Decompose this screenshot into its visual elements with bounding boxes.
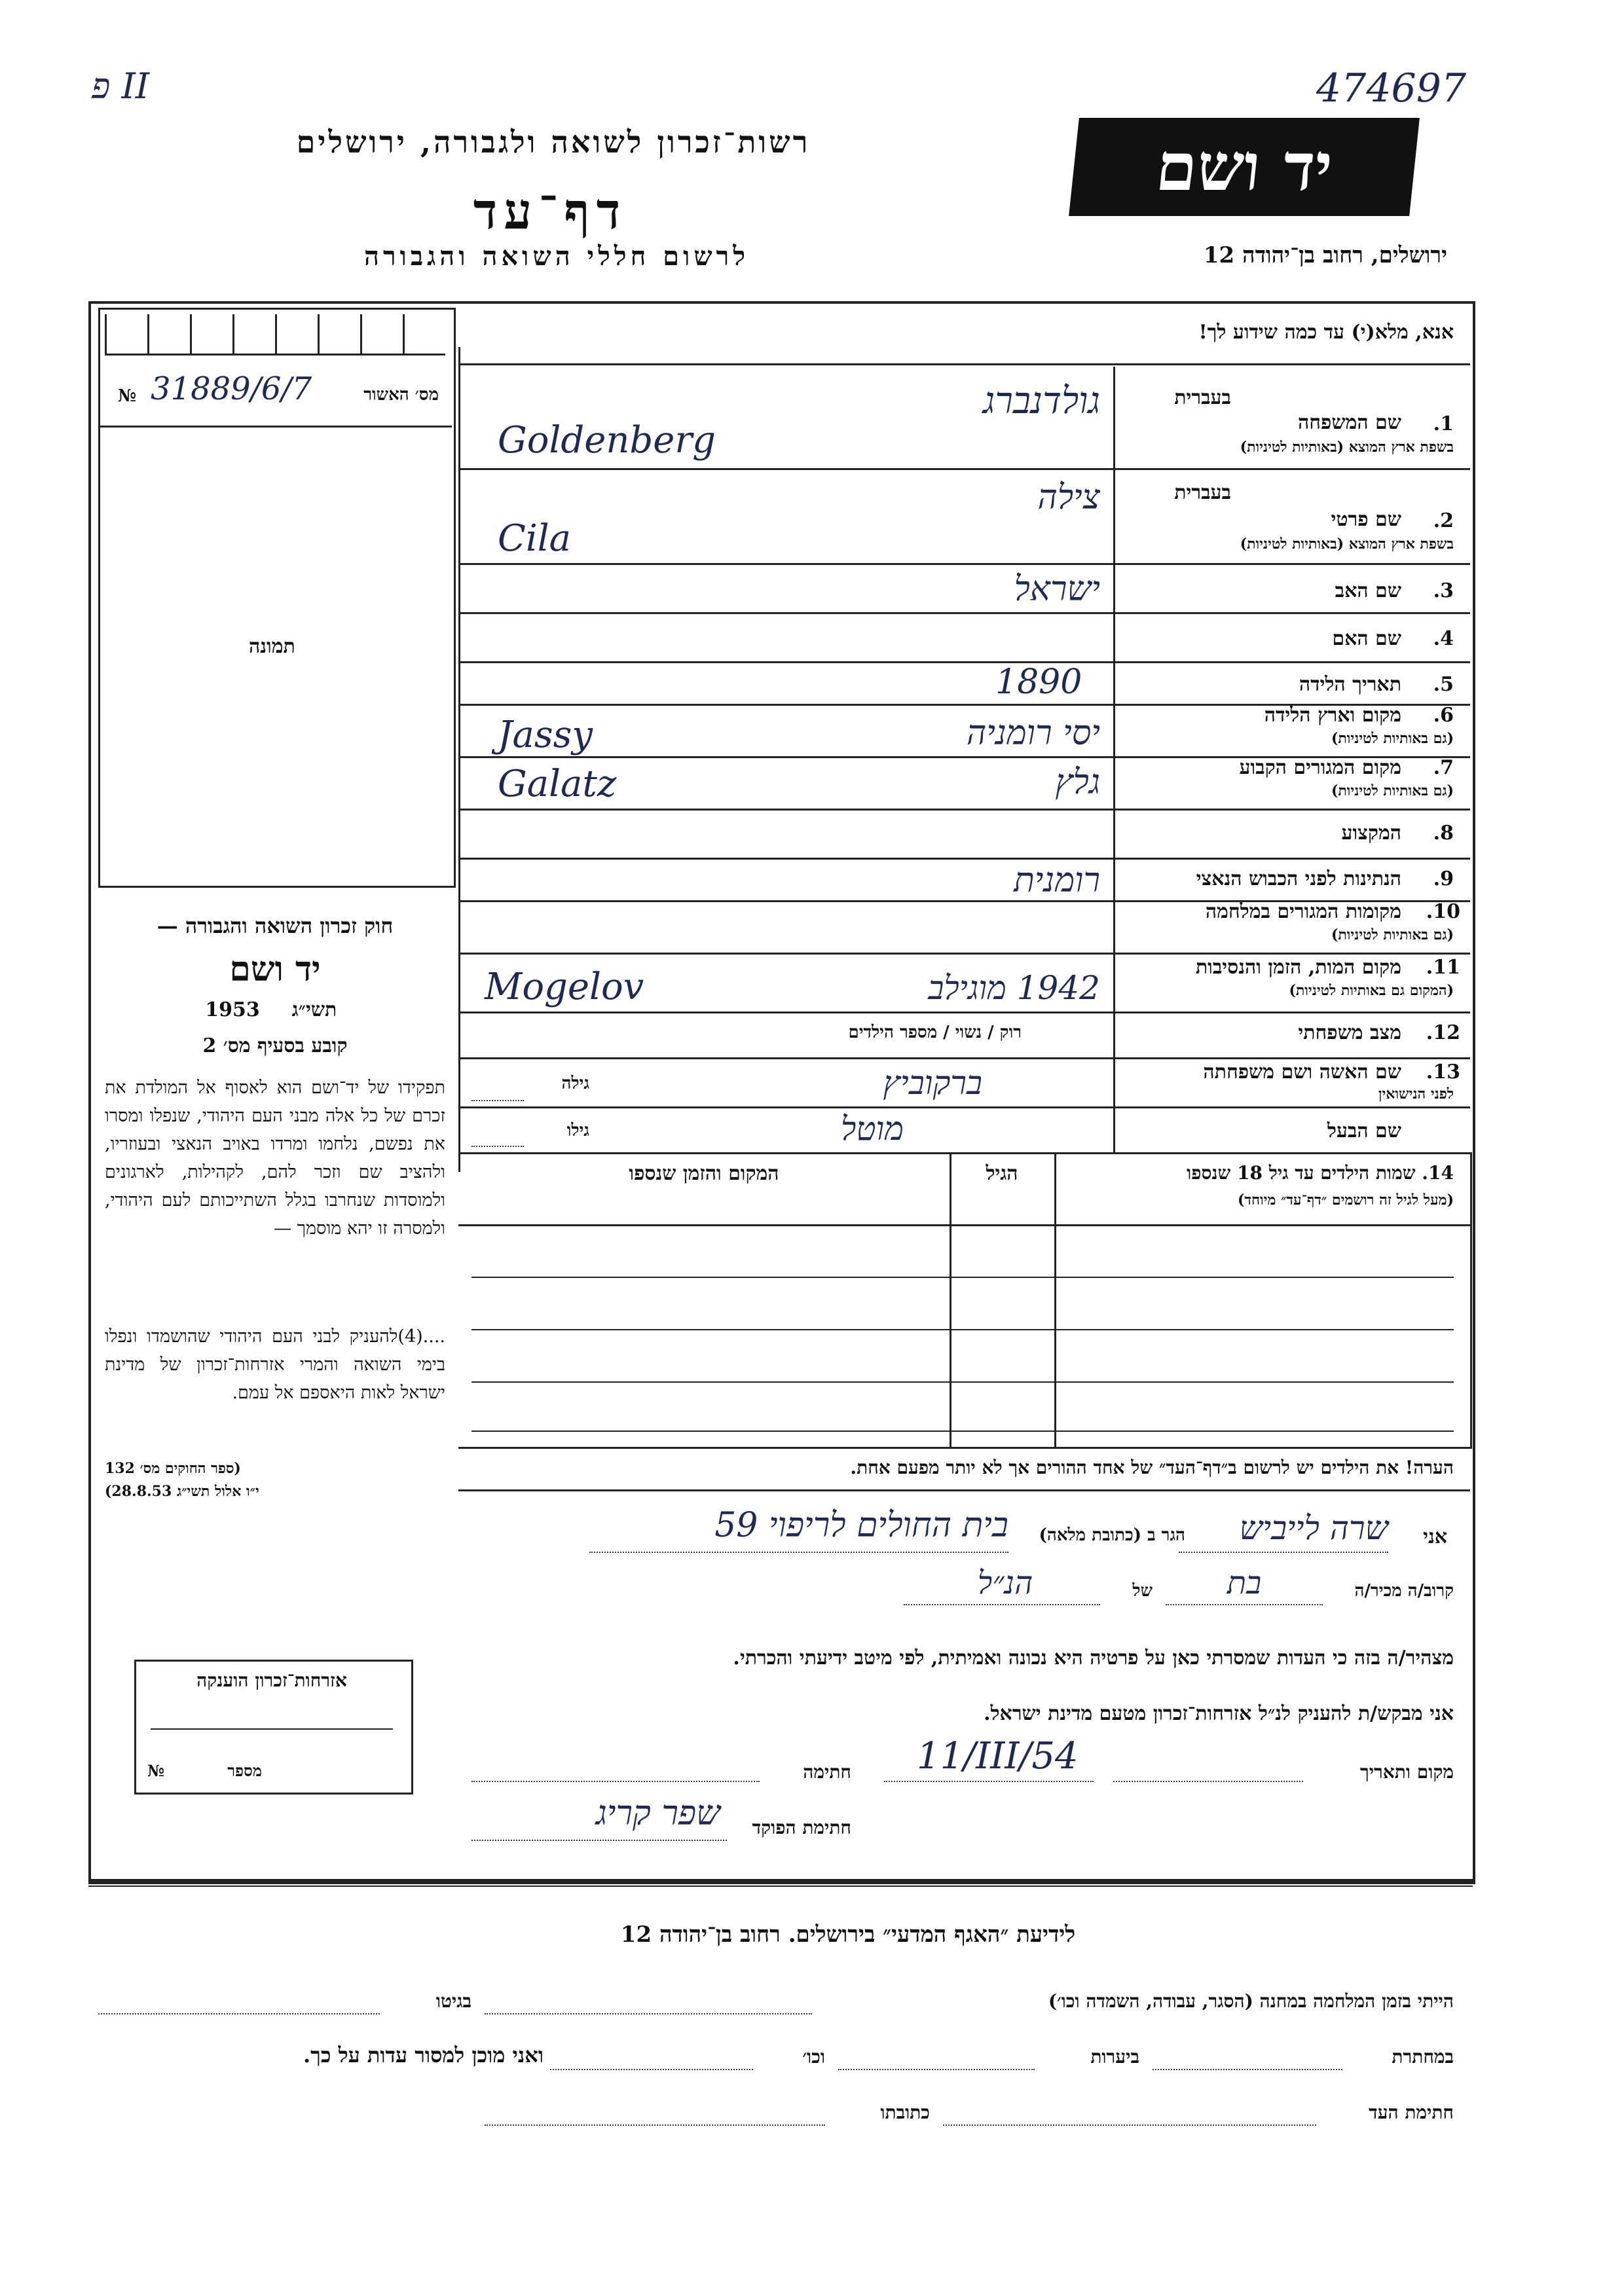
witness-address: בית החולים לריפוי 59	[714, 1506, 1008, 1545]
law-title: חוק זכרון השואה והגבורה —	[157, 913, 394, 938]
field12-value: רוק / נשוי / מספר הילדים	[848, 1023, 1022, 1042]
citizenship-number-label: מספר	[227, 1761, 262, 1780]
field9-label: הנתינות לפני הכבוש הנאצי	[1196, 867, 1401, 890]
footer-line3-a: חתימת העד	[1369, 2102, 1454, 2123]
footer-line3-b: כתובתו	[880, 2102, 930, 2123]
clerk-label: חתימת הפוקד	[752, 1817, 851, 1838]
field8-label: המקצוע	[1341, 822, 1401, 845]
footer-line2-c: וכו׳	[802, 2046, 825, 2068]
law-year-hebrew: תשי״ג	[291, 998, 337, 1021]
field10-number: 10.	[1426, 900, 1460, 923]
field11-hebrew: 1942 מוגילב	[928, 969, 1100, 1007]
form-subtitle: לרשום חללי השואה והגבורה	[363, 241, 750, 272]
field2-label: שם פרטי	[1331, 508, 1401, 531]
field7-sub: (גם באותיות לטיניות)	[1331, 782, 1454, 799]
footer-heading: לידיעת ״האגף המדעי״ בירושלים. רחוב בן־יהודה 12	[620, 1922, 1076, 1948]
registration-label: מס׳ האשור	[363, 385, 439, 405]
witness-declaration: מצהיר/ה בזה כי העדות שמסרתי כאן על פרטיה היא נכונה ואמיתית, לפי מיטב ידיעתי והכרתי.	[733, 1647, 1454, 1669]
witness-lives-label: הגר ב (כתובת מלאה)	[1039, 1525, 1185, 1545]
witness-i-label: אני	[1423, 1525, 1447, 1548]
signature-label: חתימה	[803, 1761, 851, 1783]
field10-label: מקומות המגורים במלחמה	[1205, 900, 1401, 923]
note: הערה! את הילדים יש לרשום ב״דף־העד״ של אחד ההורים אך לא יותר מפעם אחת.	[850, 1457, 1454, 1478]
archive-number: 474697	[1316, 65, 1467, 111]
field13-number: 13.	[1426, 1061, 1460, 1084]
field12-number: 12.	[1426, 1021, 1460, 1044]
registration-no-sign: №	[118, 386, 137, 406]
field8-number: 8.	[1433, 822, 1454, 845]
address: ירושלים, רחוב בן־יהודה 12	[1203, 242, 1447, 268]
field12-label: מצב משפחתי	[1298, 1021, 1401, 1044]
footer-line2-d: ואני מוכן למסור עדות על כך.	[303, 2043, 544, 2068]
witness-request: אני מבקש/ת להעניק לנ״ל אזרחות־זכרון מטעם מדינת ישראל.	[984, 1702, 1454, 1725]
husband-value: מוטל	[840, 1110, 904, 1148]
field3-value: ישראל	[1014, 570, 1100, 609]
law-citation: (ספר החוקים מס׳ 132	[105, 1460, 241, 1477]
field6-latin: Jassy	[498, 714, 593, 756]
husband-label: שם הבעל	[1327, 1120, 1401, 1142]
footer-line1-b: בגיטו	[435, 1990, 471, 2012]
field2-number: 2.	[1433, 509, 1454, 532]
field6-label: מקום וארץ הלידה	[1264, 704, 1401, 727]
field9-number: 9.	[1433, 867, 1454, 890]
field2-lang: בעברית	[1174, 481, 1231, 504]
field2-sub: בשפת ארץ המוצא (באותיות לטיניות)	[1240, 536, 1454, 553]
field5-number: 5.	[1433, 673, 1454, 696]
witness-relation-label: קרוב/ה מכיר/ה	[1354, 1581, 1454, 1601]
field2-latin: Cila	[498, 517, 572, 560]
field1-latin: Goldenberg	[498, 419, 716, 462]
citizenship-no-sign: №	[147, 1761, 165, 1780]
field4-number: 4.	[1433, 627, 1454, 650]
field7-number: 7.	[1433, 756, 1454, 779]
field13-sub: לפני הנישואין	[1378, 1085, 1454, 1102]
law-text2: ....(4)להעניק לבני העם היהודי שהושמדו ונפלו בימי השואה והמרי אזרחות־זכרון של מדינת ישראל לאות היאספם אל עמם.	[105, 1326, 445, 1403]
yad-vashem-logo	[1069, 118, 1420, 216]
photo-label: תמונה	[249, 635, 295, 658]
law-section: קובע בסעיף מס׳ 2	[202, 1034, 348, 1057]
witness-relation-value: בת	[1227, 1565, 1262, 1601]
children-label: 14. שמות הילדים עד גיל 18 שנספו	[1187, 1162, 1454, 1184]
logo-text: יד ושם	[1152, 128, 1337, 206]
form-title: דף־עד	[473, 182, 627, 240]
registration-value: 31889/6/7	[151, 371, 312, 407]
footer-line1-a: הייתי בזמן המלחמה במחנה (הסגר, עבודה, השמדה וכו׳)	[1048, 1990, 1454, 2012]
authority-line: רשות־זכרון לשואה ולגבורה, ירושלים	[296, 124, 811, 160]
place-date-label: מקום ותאריך	[1359, 1761, 1454, 1783]
field10-sub: (גם באותיות לטיניות)	[1331, 926, 1454, 943]
registration-ticks	[105, 314, 445, 355]
corner-mark: פ II	[92, 65, 150, 107]
field13-label: שם האשה ושם משפחתה	[1203, 1061, 1401, 1084]
children-age-col: הגיל	[986, 1162, 1018, 1185]
law-name: יד ושם	[229, 949, 321, 989]
law-text: תפקידו של יד־ושם הוא לאסוף אל המולדת את זכרם של כל אלה מבני העם היהודי, שנפלו ומסרו את נפשם, נלחמו ומרדו באויב הנאצי ובעוזריו, ולהציב שם וזכר להם, לקהילות, לארגונים ולמוסדות שנחרבו בגלל השתייכותם לעם היהודי, ולמסרה זו יהא מוסמך —	[105, 1078, 445, 1239]
field4-label: שם האם	[1332, 627, 1401, 650]
wife-label: גילה	[561, 1074, 589, 1093]
field2-hebrew: צילה	[1037, 478, 1100, 517]
field3-label: שם האב	[1335, 579, 1401, 602]
law-citation2: י״ו אלול תשי״ג 28.8.53)	[105, 1483, 259, 1500]
field5-value: 1890	[995, 663, 1082, 702]
wife-value: ברקוביץ	[883, 1064, 982, 1102]
field1-lang: בעברית	[1174, 386, 1231, 409]
witness-of-label: של	[1132, 1581, 1153, 1601]
field7-hebrew: גלץ	[1055, 763, 1100, 802]
field11-sub: (המקום גם באותיות לטיניות)	[1289, 982, 1454, 999]
field11-number: 11.	[1426, 956, 1460, 979]
field6-number: 6.	[1433, 704, 1454, 727]
place-date-value: 11/III/54	[917, 1735, 1079, 1777]
footer-line2-a: במחתרת	[1392, 2046, 1454, 2068]
instruction: אנא, מלא(י) עד כמה שידוע לך!	[1198, 321, 1454, 344]
field9-value: רומנית	[1014, 861, 1100, 900]
field1-number: 1.	[1433, 412, 1454, 435]
field6-sub: (גם באותיות לטיניות)	[1331, 730, 1454, 747]
children-sub: (מעל לגיל זה רושמים ״דף־עד״ מיוחד)	[1237, 1192, 1454, 1209]
field3-number: 3.	[1433, 579, 1454, 602]
clerk-signature: שפר קריג	[595, 1794, 720, 1833]
children-place-col: המקום והזמן שנספו	[629, 1162, 779, 1185]
field1-label: שם המשפחה	[1297, 411, 1401, 434]
law-year: 1953	[205, 998, 260, 1021]
field11-label: מקום המות, הזמן והנסיבות	[1195, 956, 1401, 979]
field6-hebrew: יסי רומניה	[966, 714, 1100, 753]
husband-age-label: גילו	[566, 1121, 589, 1140]
field7-label: מקום המגורים הקבוע	[1239, 756, 1401, 779]
field1-hebrew: גולדנברג	[982, 380, 1100, 422]
field11-latin: Mogelov	[485, 966, 644, 1008]
witness-of-value: הנ״ל	[977, 1565, 1033, 1601]
field1-sub: בשפת ארץ המוצא (באותיות לטיניות)	[1240, 439, 1454, 456]
field7-latin: Galatz	[498, 763, 617, 805]
field5-label: תאריך הלידה	[1299, 673, 1401, 696]
footer-line2-b: ביערות	[1090, 2046, 1139, 2068]
citizenship-title: אזרחות־זכרון הוענקה	[196, 1669, 347, 1691]
witness-i-value: שרה לייביש	[1239, 1509, 1388, 1547]
